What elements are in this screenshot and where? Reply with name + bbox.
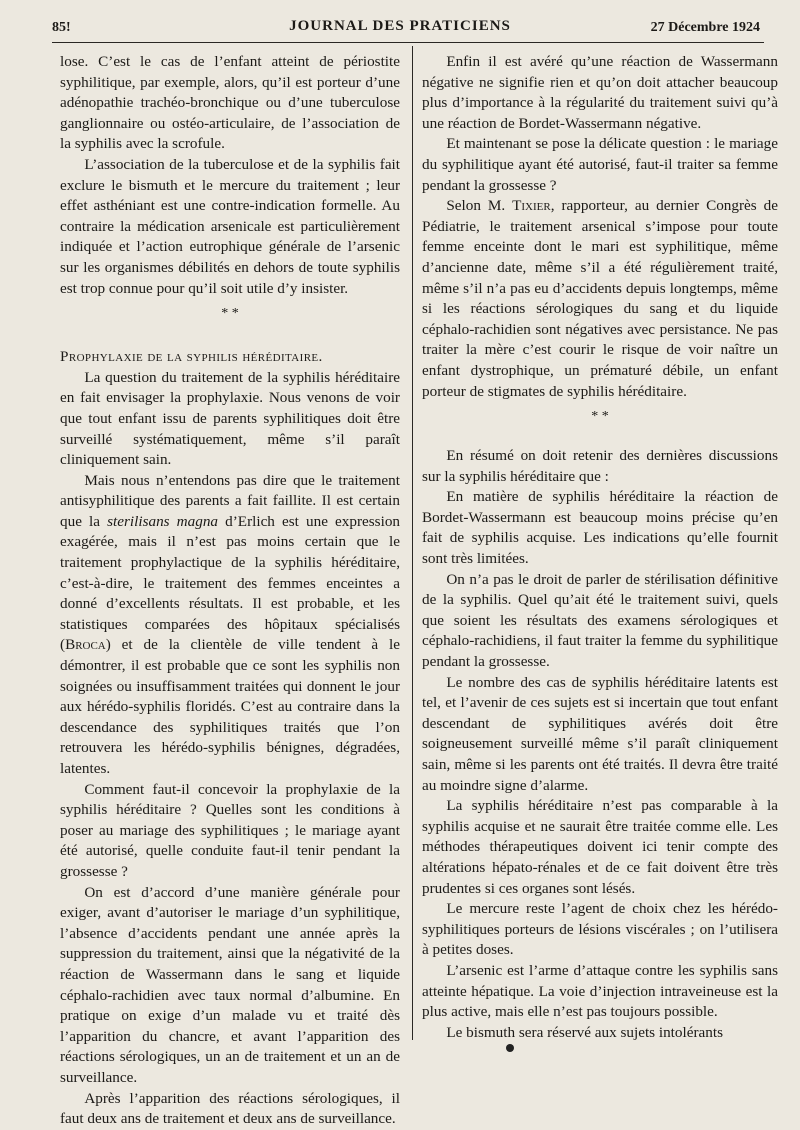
author-name: Broca bbox=[65, 636, 106, 654]
asterism: * * bbox=[221, 306, 239, 322]
page-number: 85! bbox=[52, 20, 71, 35]
section-separator bbox=[422, 402, 778, 446]
asterism: * * bbox=[591, 409, 609, 425]
paragraph: Le nombre des cas de syphilis héréditaire latents est tel, et l’avenir de ces sujets est si incertain que tout enfant descendant de syphilitiques avérés doit être soigneusement surveillé même s’il paraît cliniquement sain, même si les parents ont été traités. Il devra être traité au moindre signe d’alarme. bbox=[422, 673, 778, 794]
text-run: Mais nous n’entendons pas dire que le traitement antisyphilitique des parents a fait faillite. Il est certain que la bbox=[60, 471, 400, 530]
italic-term: sterilisans magna bbox=[107, 512, 219, 530]
text-run: Selon M. bbox=[446, 197, 513, 215]
paragraph: Comment faut-il concevoir la prophylaxie de la syphilis héréditaire ? Quelles sont les conditions à poser au mariage des syphilitiques ; le mariage ayant été autorisé, quelle conduite faut-il tenir pendant la grossesse ? bbox=[60, 780, 400, 880]
paragraph: Enfin il est avéré qu’une réaction de Wassermann négative ne signifie rien et qu’on doit attacher beaucoup plus d’importance à la régularité du traitement suivi qu’à une réaction de Bordet-Wassermann négative. bbox=[422, 53, 778, 132]
paragraph: La question du traitement de la syphilis héréditaire en fait envisager la prophylaxie. Nous venons de voir que tout enfant issu de parents syphilitiques doit être surveillé systématiquement, même s’il paraît cliniquement sain. bbox=[60, 368, 400, 469]
right-column bbox=[422, 52, 778, 1041]
paragraph: En résumé on doit retenir des dernières discussions sur la syphilis héréditaire que : bbox=[422, 447, 778, 485]
paragraph: Après l’apparition des réactions sérologiques, il faut deux ans de traitement et deux ans de surveillance. bbox=[60, 1089, 400, 1128]
paragraph: L’arsenic est l’arme d’attaque contre les syphilis sans atteinte hépatique. La voie d’injection intraveineuse est la plus active, mais elle n’est pas toujours possible. bbox=[422, 961, 778, 1021]
issue-date: 27 Décembre 1924 bbox=[650, 20, 760, 35]
author-name: Tixier bbox=[512, 197, 551, 215]
paragraph bbox=[422, 196, 778, 402]
paragraph: On n’a pas le droit de parler de stérilisation définitive de la syphilis. Quel qu’ait été le traitement suivi, quels que soient les résultats des examens sérologiques et céphalo-rachidiens, il faut traiter la femme du syphilitique pendant la grossesse. bbox=[422, 570, 778, 671]
column-divider bbox=[412, 46, 413, 1040]
left-column bbox=[60, 52, 401, 1128]
paragraph: La syphilis héréditaire n’est pas comparable à la syphilis acquise et ne saurait être traitée comme elle. Les méthodes thérapeutiques doivent ici tenir compte des altérations hépato-rénales et de ce fait doivent être très prudentes si ces organes sont lésés. bbox=[422, 797, 778, 897]
paragraph: lose. C’est le cas de l’enfant atteint de périostite syphilitique, par exemple, alors, qu’il est porteur d’une adénopathie trachéo-bronchique ou d’une tuberculose ganglionnaire ou ostéo-articulaire, de l’association de la syphilis avec la scrofule. bbox=[60, 53, 400, 153]
journal-title: JOURNAL DES PRATICIENS bbox=[289, 18, 511, 34]
text-run: d’Erlich est une expression exagérée, mais il n’est pas moins certain que le traitement prophylactique de la syphilis héréditaire, c’est-à-dire, le traitement des femmes enceintes a donné d’excellents résultats. Il est probable, et les statistiques comparées des hôpitaux spécialisés ( bbox=[60, 512, 401, 654]
text-run: , rapporteur, au dernier Congrès de Pédiatrie, le traitement arsenical s’impose pour toute femme enceinte dont le mari est syphilitique, même d’ancienne date, même s’il a été régulièrement traité, même s’il n’a pas eu d’accidents depuis longtemps, même si les réactions sérologiques du sang et du liquide céphalo-rachidien sont négatives avec persistance. Ne pas traiter la mère c’est courir le risque de voir naître un enfant dystrophique, un prématuré débile, un enfant porteur de stigmates de syphilis héréditaire. bbox=[422, 197, 778, 400]
header-rule bbox=[52, 42, 764, 43]
section-separator bbox=[60, 299, 400, 343]
paragraph: Le bismuth sera réservé aux sujets intolérants bbox=[446, 1023, 723, 1041]
running-header bbox=[0, 14, 800, 40]
paragraph: On est d’accord d’une manière générale pour exiger, avant d’autoriser le mariage d’un syphilitique, l’absence d’accidents pendant une année après la suppression du traitement, ainsi que la négativité de la réaction de Wassermann dans le sang et liquide céphalo-rachidien avec taux normal d’albumine. En pratique on exige d’un malade vu et traité dès l’apparition du chancre, et avant l’apparition des réactions sérologiques, un an de traitement et un an de surveillance. bbox=[60, 883, 400, 1086]
paragraph: En matière de syphilis héréditaire la réaction de Bordet-Wassermann est beaucoup moins précise qu’en fait de syphilis acquise. Les indications qu’elle fournit sont très limitées. bbox=[422, 488, 778, 568]
paragraph: Et maintenant se pose la délicate question : le mariage du syphilitique ayant été autorisé, faut-il traiter sa femme pendant la grossesse ? bbox=[422, 135, 778, 194]
paragraph bbox=[60, 471, 400, 780]
section-heading: Prophylaxie de la syphilis héréditaire. bbox=[60, 348, 323, 366]
paragraph: L’association de la tuberculose et de la syphilis fait exclure le bismuth et le mercure du traitement ; leur effet asthéniant est une contre-indication formelle. Au contraire la médication arsenicale est particulièrement indiquée et l’action eutrophique générale de l’arsenic sur les organismes débilités en dehors de toute syphilis est trop connue pour qu’il soit utile d’y insister. bbox=[60, 155, 400, 297]
paragraph: Le mercure reste l’agent de choix chez les hérédo-syphilitiques porteurs de lésions viscérales ; on l’utilisera à petites doses. bbox=[422, 900, 778, 959]
ink-dot bbox=[506, 1044, 514, 1052]
text-run: ) et de la clientèle de ville tendent à le démontrer, il est probable que ce sont les syphilis non soignées ou insuffisamment traitées qui donnent le jour aux hérédo-syphilis floridés. C’est au contraire dans la descendance des syphilitiques traités que l’on retrouvera les hérédo-syphilis bénignes, dégradées, latentes. bbox=[60, 636, 400, 777]
